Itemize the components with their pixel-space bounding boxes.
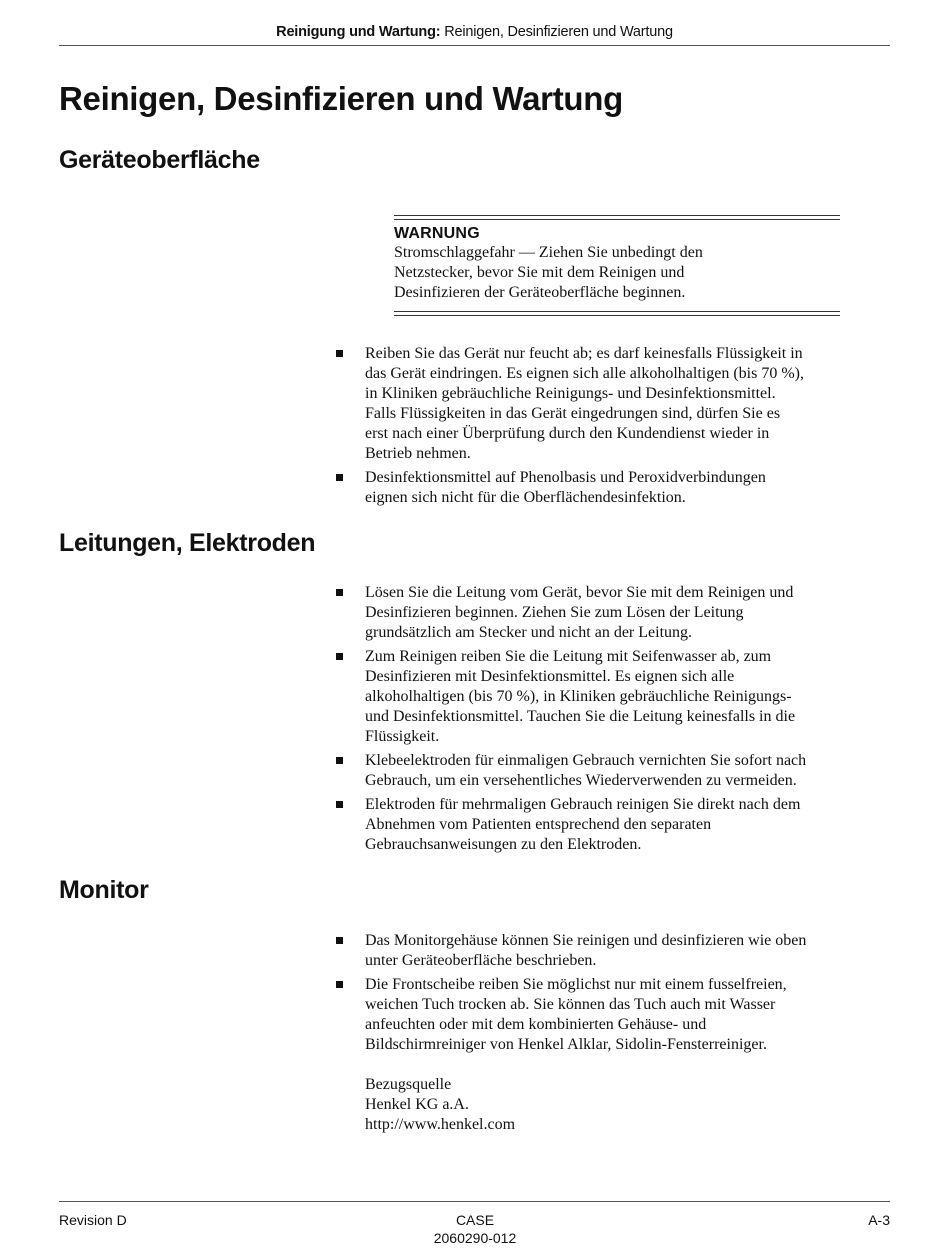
square-bullet-icon bbox=[336, 653, 343, 660]
supplier-info bbox=[365, 1075, 515, 1135]
warning-text bbox=[394, 243, 840, 303]
footer-part-number: 2060290-012 bbox=[433, 1230, 517, 1246]
warning-top-rule bbox=[394, 215, 840, 216]
list-item-line: Das Monitorgehäuse können Sie reinigen und desinfizieren wie oben bbox=[365, 932, 807, 949]
square-bullet-icon bbox=[336, 474, 343, 481]
list-item-line: weichen Tuch trocken ab. Sie können das Tuch auch mit Wasser bbox=[365, 996, 776, 1013]
warning-line: Stromschlaggefahr — Ziehen Sie unbedingt den bbox=[394, 244, 703, 261]
list-item-line: anfeuchten oder mit dem kombinierten Gehäuse- und bbox=[365, 1016, 707, 1033]
footer-document-id bbox=[375, 1211, 575, 1247]
list-item bbox=[333, 583, 893, 643]
list-item-line: Desinfektionsmittel auf Phenolbasis und Peroxidverbindungen bbox=[365, 469, 766, 486]
header-divider bbox=[59, 45, 890, 46]
footer-divider bbox=[59, 1201, 890, 1202]
warning-top-rule-inner bbox=[394, 219, 840, 220]
square-bullet-icon bbox=[336, 350, 343, 357]
list-item bbox=[333, 751, 893, 791]
list-item-line: Zum Reinigen reiben Sie die Leitung mit Seifenwasser ab, zum bbox=[365, 648, 772, 665]
running-header-section: Reinigen, Desinfizieren und Wartung bbox=[440, 24, 673, 40]
monitor-list bbox=[333, 931, 893, 1059]
cables-list bbox=[333, 583, 893, 859]
section-heading-cables: Leitungen, Elektroden bbox=[59, 529, 316, 557]
supplier-company: Henkel KG a.A. bbox=[365, 1096, 469, 1113]
square-bullet-icon bbox=[336, 981, 343, 988]
list-item-line: Lösen Sie die Leitung vom Gerät, bevor Sie mit dem Reinigen und bbox=[365, 584, 794, 601]
section-heading-monitor: Monitor bbox=[59, 876, 149, 904]
list-item bbox=[333, 931, 893, 971]
list-item-line: Falls Flüssigkeiten in das Gerät eingedrungen sind, dürfen Sie es bbox=[365, 405, 781, 422]
square-bullet-icon bbox=[336, 589, 343, 596]
list-item-line: und Desinfektionsmittel. Tauchen Sie die Leitung keinesfalls in die bbox=[365, 708, 796, 725]
list-item-line: erst nach einer Überprüfung durch den Kundendienst wieder in bbox=[365, 425, 770, 442]
warning-bottom-rule bbox=[394, 315, 840, 316]
square-bullet-icon bbox=[336, 801, 343, 808]
list-item-line: Bildschirmreiniger von Henkel Alklar, Sidolin-Fensterreiniger. bbox=[365, 1036, 767, 1053]
list-item-line: Abnehmen vom Patienten entsprechend den separaten bbox=[365, 816, 712, 833]
list-item-line: unter Geräteoberfläche beschrieben. bbox=[365, 952, 597, 969]
list-item bbox=[333, 795, 893, 855]
running-header bbox=[59, 24, 890, 40]
supplier-url: http://www.henkel.com bbox=[365, 1116, 516, 1133]
list-item-line: Gebrauchsanweisungen zu den Elektroden. bbox=[365, 836, 642, 853]
list-item bbox=[333, 647, 893, 747]
list-item-line: alkoholhaltigen (bis 70 %), in Kliniken gebräuchliche Reinigungs- bbox=[365, 688, 792, 705]
list-item bbox=[333, 344, 893, 464]
list-item-line: Desinfizieren mit Desinfektionsmittel. Es eignen sich alle bbox=[365, 668, 735, 685]
section-heading-surface: Geräteoberfläche bbox=[59, 146, 260, 174]
supplier-label: Bezugsquelle bbox=[365, 1076, 452, 1093]
warning-line: Netzstecker, bevor Sie mit dem Reinigen und bbox=[394, 264, 685, 281]
list-item-line: Elektroden für mehrmaligen Gebrauch reinigen Sie direkt nach dem bbox=[365, 796, 801, 813]
list-item-line: grundsätzlich am Stecker und nicht an der Leitung. bbox=[365, 624, 693, 641]
list-item bbox=[333, 468, 893, 508]
list-item-line: Reiben Sie das Gerät nur feucht ab; es darf keinesfalls Flüssigkeit in bbox=[365, 345, 803, 362]
list-item-line: Betrieb nehmen. bbox=[365, 445, 471, 462]
list-item-line: Desinfizieren beginnen. Ziehen Sie zum Lösen der Leitung bbox=[365, 604, 744, 621]
list-item-line: Gebrauch, um ein versehentliches Wiederverwenden zu vermeiden. bbox=[365, 772, 797, 789]
warning-title: WARNUNG bbox=[394, 225, 480, 242]
surface-list bbox=[333, 344, 893, 512]
warning-line: Desinfizieren der Geräteoberfläche beginnen. bbox=[394, 284, 686, 301]
warning-box bbox=[394, 215, 840, 316]
list-item-line: das Gerät eindringen. Es eignen sich alle alkoholhaltigen (bis 70 %), bbox=[365, 365, 804, 382]
square-bullet-icon bbox=[336, 757, 343, 764]
list-item bbox=[333, 975, 893, 1055]
list-item-line: eignen sich nicht für die Oberflächendesinfektion. bbox=[365, 489, 686, 506]
square-bullet-icon bbox=[336, 937, 343, 944]
running-header-chapter: Reinigung und Wartung: bbox=[276, 24, 441, 40]
list-item-line: Die Frontscheibe reiben Sie möglichst nur mit einem fusselfreien, bbox=[365, 976, 787, 993]
footer-page-number: A-3 bbox=[868, 1212, 890, 1228]
list-item-line: Flüssigkeit. bbox=[365, 728, 440, 745]
footer-revision: Revision D bbox=[59, 1212, 127, 1228]
warning-bottom-rule-inner bbox=[394, 311, 840, 312]
page-title: Reinigen, Desinfizieren und Wartung bbox=[59, 80, 623, 117]
list-item-line: in Kliniken gebräuchliche Reinigungs- und Desinfektionsmittel. bbox=[365, 385, 776, 402]
footer-product: CASE bbox=[455, 1212, 495, 1228]
list-item-line: Klebeelektroden für einmaligen Gebrauch vernichten Sie sofort nach bbox=[365, 752, 807, 769]
